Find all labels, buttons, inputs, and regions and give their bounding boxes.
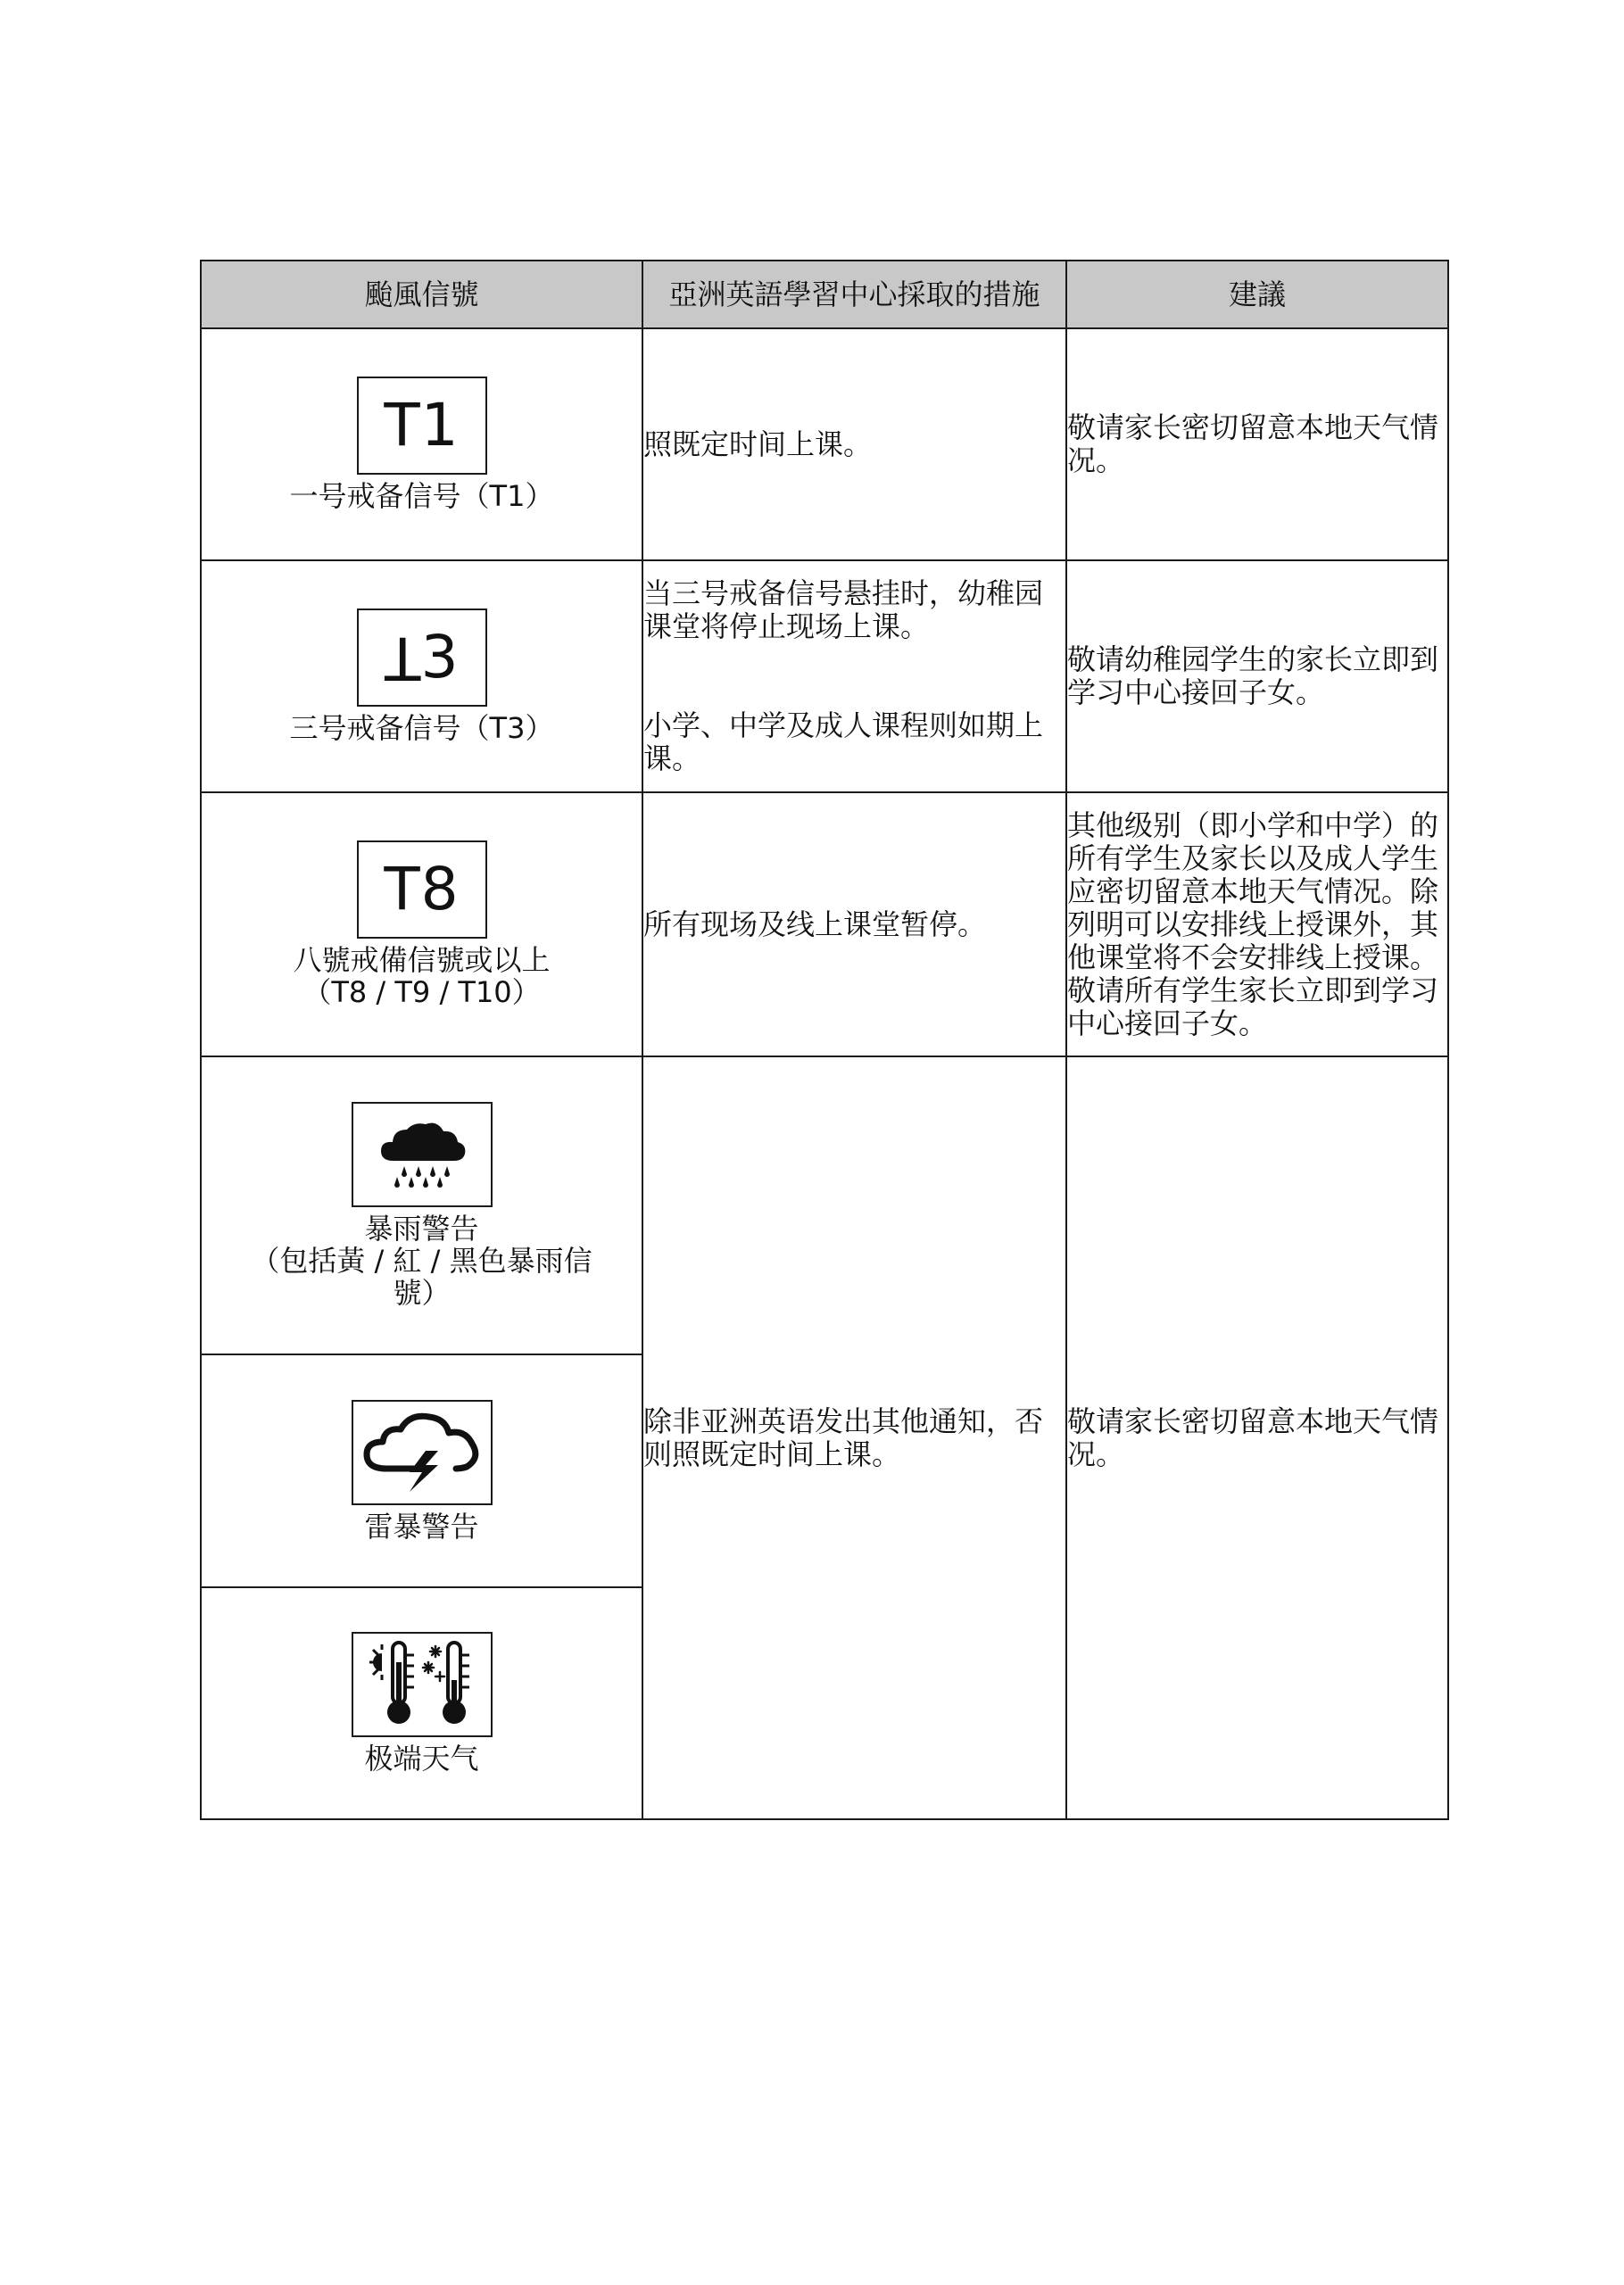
signal-label: 极端天气: [364, 1742, 479, 1776]
action-cell: 当三号戒备信号悬挂时，幼稚园课堂将停止现场上课。 小学、中学及成人课程则如期上课。: [642, 560, 1066, 792]
table-row: [201, 1056, 1448, 1354]
advice-cell-weather: 敬请家长密切留意本地天气情况。: [1066, 1056, 1448, 1819]
t3-signal-icon: T 3: [357, 609, 487, 707]
action-cell-weather: 除非亚洲英语发出其他通知，否则照既定时间上课。: [642, 1056, 1066, 1819]
action-cell: 照既定时间上课。: [642, 328, 1066, 560]
table-row: [201, 328, 1448, 560]
signal-cell-t3: [201, 560, 642, 792]
t8-signal-icon: T8: [357, 840, 487, 939]
advice-cell: 敬请家长密切留意本地天气情况。: [1066, 328, 1448, 560]
signal-sublabel: （T8 / T9 / T10）: [302, 975, 541, 1009]
action-cell: 所有现场及线上课堂暂停。: [642, 792, 1066, 1056]
advice-cell: 其他级别（即小学和中学）的所有学生及家长以及成人学生应密切留意本地天气情况。除列明可以安排线上授课外，其他课堂将不会安排线上授课。敬请所有学生家长立即到学习中心接回子女。: [1066, 792, 1448, 1056]
signal-label: 一号戒备信号（T1）: [289, 479, 554, 513]
signal-cell-t8: [201, 792, 642, 1056]
table-header-row: [201, 261, 1448, 328]
signal-label: 八號戒備信號或以上: [293, 943, 551, 977]
extreme-weather-icon: [352, 1632, 493, 1737]
table-row: [201, 792, 1448, 1056]
header-signal: 颱風信號: [201, 261, 642, 328]
weather-signal-table: [200, 260, 1449, 1820]
signal-label: 三号戒备信号（T3）: [289, 711, 554, 745]
signal-cell-t1: [201, 328, 642, 560]
rainstorm-icon: [352, 1102, 493, 1207]
table-row: [201, 560, 1448, 792]
advice-cell: 敬请幼稚园学生的家长立即到学习中心接回子女。: [1066, 560, 1448, 792]
signal-label: 暴雨警告: [364, 1212, 479, 1246]
signal-label: 雷暴警告: [364, 1509, 479, 1544]
signal-cell-extreme: [201, 1587, 642, 1819]
thunderstorm-icon: [352, 1400, 493, 1505]
signal-sublabel: （包括黃 / 紅 / 黑色暴雨信號）: [251, 1244, 592, 1310]
header-action: 亞洲英語學習中心採取的措施: [642, 261, 1066, 328]
t1-signal-icon: T1: [357, 377, 487, 475]
header-advice: 建議: [1066, 261, 1448, 328]
signal-cell-rainstorm: [201, 1056, 642, 1354]
signal-cell-thunderstorm: [201, 1354, 642, 1587]
